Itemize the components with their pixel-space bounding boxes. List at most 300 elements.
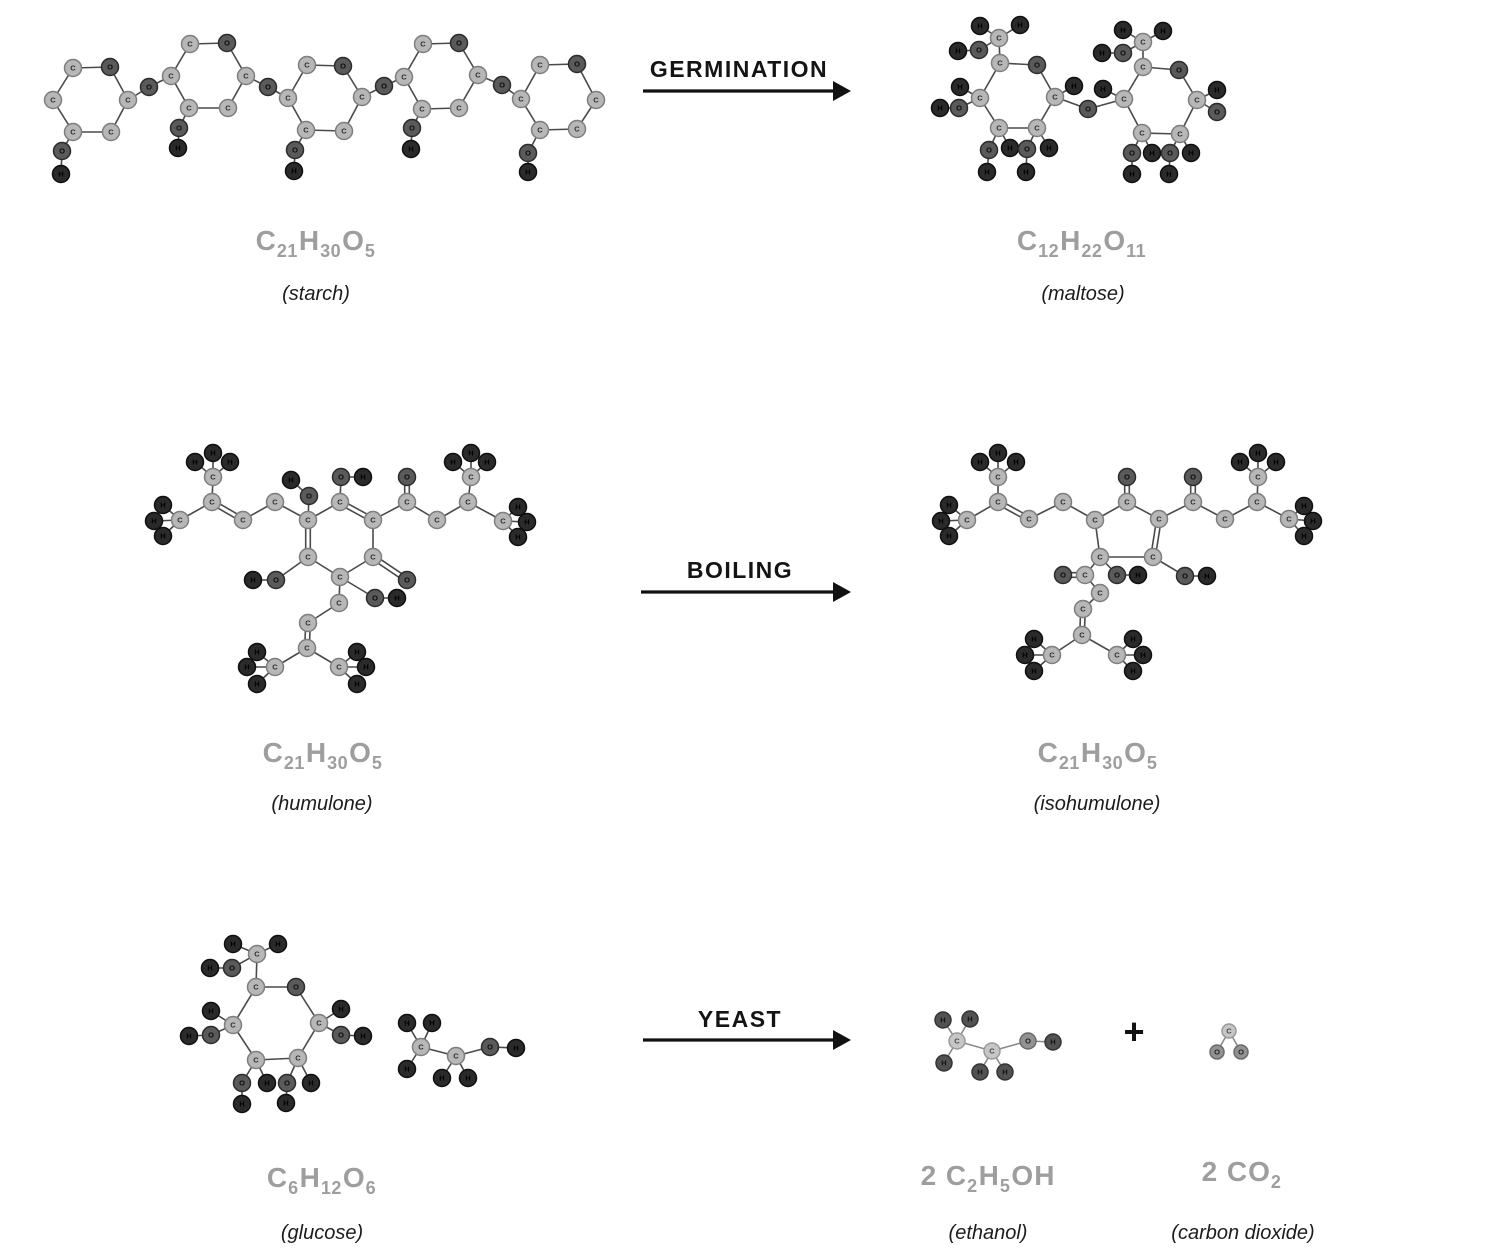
- atom-C: [1047, 89, 1064, 106]
- atom-H: [205, 445, 222, 462]
- atom-H: [399, 1061, 416, 1078]
- atom-C: [365, 512, 382, 529]
- atom-H: [1045, 1034, 1061, 1050]
- svg-text:O: O: [229, 963, 235, 973]
- svg-text:O: O: [1085, 104, 1091, 114]
- svg-text:H: H: [210, 448, 216, 458]
- svg-text:C: C: [125, 95, 131, 105]
- formula-symbol: O: [342, 1162, 366, 1193]
- atom-H: [245, 572, 262, 589]
- svg-text:H: H: [1301, 501, 1307, 511]
- atom-C: [1021, 511, 1038, 528]
- atom-C: [1217, 511, 1234, 528]
- atom-C: [414, 101, 431, 118]
- atom-O: [494, 77, 511, 94]
- atom-O: [288, 979, 305, 996]
- atom-H: [1094, 45, 1111, 62]
- svg-text:H: H: [515, 502, 521, 512]
- atom-C: [990, 469, 1007, 486]
- name-carbon-dioxide: (carbon dioxide): [1171, 1222, 1315, 1244]
- atom-O: [1029, 57, 1046, 74]
- atom-H: [203, 1003, 220, 1020]
- svg-text:H: H: [250, 575, 256, 585]
- svg-text:H: H: [192, 457, 198, 467]
- atom-H: [249, 676, 266, 693]
- svg-text:C: C: [418, 1042, 424, 1052]
- atom-H: [1130, 567, 1147, 584]
- atom-H: [270, 936, 287, 953]
- formula-subscript: 5: [999, 1176, 1011, 1196]
- atom-O: [333, 469, 350, 486]
- atom-H: [932, 100, 949, 117]
- atom-H: [1066, 78, 1083, 95]
- atom-H: [519, 514, 536, 531]
- formula-symbol: H: [299, 1162, 321, 1193]
- atom-H: [979, 164, 996, 181]
- svg-text:C: C: [995, 472, 1001, 482]
- svg-text:H: H: [941, 1058, 947, 1068]
- atom-O: [54, 143, 71, 160]
- svg-text:H: H: [275, 939, 281, 949]
- atom-O: [1234, 1045, 1248, 1059]
- atom-H: [990, 445, 1007, 462]
- svg-text:H: H: [977, 1067, 983, 1077]
- formula-symbol: O: [342, 225, 365, 256]
- formula-maltose: [1017, 225, 1147, 262]
- svg-text:H: H: [938, 516, 944, 526]
- svg-text:C: C: [574, 124, 580, 134]
- atom-H: [349, 676, 366, 693]
- atom-H: [424, 1015, 441, 1032]
- atom-C: [1135, 34, 1152, 51]
- atom-C: [470, 67, 487, 84]
- atom-C: [331, 659, 348, 676]
- atom-O: [219, 35, 236, 52]
- svg-text:C: C: [316, 1018, 322, 1028]
- svg-text:C: C: [1114, 650, 1120, 660]
- svg-text:C: C: [1140, 62, 1146, 72]
- reaction-arrow-boiling: [641, 582, 851, 602]
- name-isohumulone: (isohumulone): [1033, 793, 1161, 815]
- atom-O: [399, 572, 416, 589]
- atom-H: [972, 454, 989, 471]
- atom-O: [171, 120, 188, 137]
- svg-text:H: H: [1140, 650, 1146, 660]
- formula-symbol: O: [1103, 225, 1127, 256]
- svg-text:C: C: [336, 598, 342, 608]
- atom-H: [53, 166, 70, 183]
- svg-text:C: C: [1226, 1026, 1232, 1036]
- atom-C: [396, 69, 413, 86]
- svg-text:H: H: [254, 647, 260, 657]
- molecule-humulone: [146, 445, 536, 693]
- atom-H: [249, 644, 266, 661]
- atom-C: [311, 1015, 328, 1032]
- atom-O: [399, 469, 416, 486]
- formula-subscript: 21: [283, 753, 305, 773]
- atom-C: [399, 494, 416, 511]
- formula-symbol: C: [1037, 737, 1059, 768]
- atom-C: [588, 92, 605, 109]
- svg-text:H: H: [283, 1098, 289, 1108]
- atom-H: [935, 1012, 951, 1028]
- atom-C: [984, 1043, 1000, 1059]
- atom-C: [513, 91, 530, 108]
- atom-H: [349, 644, 366, 661]
- formula-symbol: C: [262, 737, 284, 768]
- molecule-isohumulone: [933, 445, 1322, 680]
- atom-H: [1026, 631, 1043, 648]
- svg-text:C: C: [225, 103, 231, 113]
- svg-text:O: O: [525, 148, 531, 158]
- svg-text:H: H: [264, 1078, 270, 1088]
- svg-text:H: H: [984, 167, 990, 177]
- atom-H: [1161, 166, 1178, 183]
- svg-text:C: C: [253, 1055, 259, 1065]
- svg-text:C: C: [1097, 552, 1103, 562]
- atom-C: [45, 92, 62, 109]
- svg-text:H: H: [946, 500, 952, 510]
- molecule-starch: [45, 35, 605, 183]
- atom-C: [569, 121, 586, 138]
- svg-text:H: H: [291, 166, 297, 176]
- svg-text:H: H: [207, 963, 213, 973]
- svg-text:O: O: [208, 1030, 214, 1040]
- svg-text:O: O: [1238, 1047, 1244, 1057]
- svg-text:C: C: [305, 618, 311, 628]
- svg-text:H: H: [955, 46, 961, 56]
- formula-subscript: 5: [1146, 753, 1158, 773]
- svg-text:C: C: [453, 1051, 459, 1061]
- svg-text:C: C: [500, 516, 506, 526]
- atom-C: [299, 57, 316, 74]
- svg-text:C: C: [1082, 570, 1088, 580]
- svg-text:C: C: [1156, 514, 1162, 524]
- svg-text:H: H: [227, 457, 233, 467]
- svg-text:C: C: [341, 126, 347, 136]
- atom-C: [1134, 125, 1151, 142]
- atom-C: [1145, 549, 1162, 566]
- atom-C: [220, 100, 237, 117]
- svg-text:H: H: [1301, 531, 1307, 541]
- svg-text:H: H: [1237, 457, 1243, 467]
- atom-O: [1162, 145, 1179, 162]
- svg-text:C: C: [108, 127, 114, 137]
- atom-C: [1075, 601, 1092, 618]
- atom-H: [1002, 140, 1019, 157]
- atom-H: [463, 445, 480, 462]
- svg-text:H: H: [1022, 650, 1028, 660]
- svg-text:O: O: [381, 81, 387, 91]
- atom-C: [172, 512, 189, 529]
- molecule-ethanol-left: [399, 1015, 525, 1087]
- atom-C: [1092, 549, 1109, 566]
- svg-text:H: H: [1007, 143, 1013, 153]
- atom-H: [181, 1028, 198, 1045]
- atom-C: [204, 494, 221, 511]
- svg-text:H: H: [1023, 167, 1029, 177]
- svg-text:C: C: [593, 95, 599, 105]
- atom-H: [1124, 166, 1141, 183]
- atom-H: [941, 528, 958, 545]
- process-label-yeast: YEAST: [697, 1006, 783, 1032]
- formula-subscript: 6: [288, 1178, 299, 1198]
- svg-text:O: O: [1214, 107, 1220, 117]
- svg-text:C: C: [419, 104, 425, 114]
- svg-text:C: C: [240, 515, 246, 525]
- svg-text:H: H: [484, 457, 490, 467]
- svg-text:C: C: [997, 58, 1003, 68]
- svg-text:C: C: [1286, 514, 1292, 524]
- svg-text:C: C: [468, 472, 474, 482]
- atom-C: [1116, 91, 1133, 108]
- atom-C: [300, 512, 317, 529]
- atom-H: [355, 469, 372, 486]
- atom-H: [222, 454, 239, 471]
- svg-text:O: O: [338, 1030, 344, 1040]
- svg-text:O: O: [224, 38, 230, 48]
- svg-text:H: H: [151, 516, 157, 526]
- formula-symbol: CO: [1226, 1156, 1271, 1187]
- formula-symbol: C: [1016, 225, 1039, 256]
- atom-H: [1026, 663, 1043, 680]
- atom-H: [1232, 454, 1249, 471]
- atom-C: [331, 595, 348, 612]
- formula-subscript: 5: [364, 241, 376, 261]
- atom-C: [248, 1052, 265, 1069]
- svg-text:H: H: [524, 517, 530, 527]
- atom-H: [952, 79, 969, 96]
- svg-text:C: C: [305, 552, 311, 562]
- atom-O: [224, 960, 241, 977]
- svg-text:C: C: [465, 497, 471, 507]
- atom-H: [520, 164, 537, 181]
- atom-C: [1109, 647, 1126, 664]
- svg-text:H: H: [465, 1073, 471, 1083]
- atom-H: [1199, 568, 1216, 585]
- svg-text:H: H: [439, 1073, 445, 1083]
- svg-text:C: C: [230, 1020, 236, 1030]
- atom-C: [1135, 59, 1152, 76]
- svg-text:H: H: [450, 457, 456, 467]
- svg-text:C: C: [537, 125, 543, 135]
- svg-text:C: C: [1222, 514, 1228, 524]
- atom-C: [429, 512, 446, 529]
- atom-C: [332, 569, 349, 586]
- svg-text:H: H: [1031, 634, 1037, 644]
- svg-text:H: H: [360, 472, 366, 482]
- atom-C: [463, 469, 480, 486]
- svg-text:H: H: [429, 1018, 435, 1028]
- atom-O: [102, 59, 119, 76]
- atom-C: [1029, 120, 1046, 137]
- svg-text:C: C: [304, 643, 310, 653]
- atom-O: [335, 58, 352, 75]
- atom-C: [205, 469, 222, 486]
- svg-text:H: H: [1160, 26, 1166, 36]
- svg-text:C: C: [177, 515, 183, 525]
- reaction-arrow-yeast: [643, 1030, 851, 1050]
- atom-C: [448, 1048, 465, 1065]
- atom-C: [1249, 494, 1266, 511]
- reaction-arrow-germination: [643, 81, 851, 101]
- svg-text:O: O: [1129, 148, 1135, 158]
- svg-text:C: C: [1034, 123, 1040, 133]
- svg-text:H: H: [995, 448, 1001, 458]
- svg-text:C: C: [1060, 497, 1066, 507]
- svg-text:C: C: [537, 60, 543, 70]
- atom-C: [1281, 511, 1298, 528]
- formula-symbol: O: [1124, 737, 1147, 768]
- formula-symbol: H: [305, 737, 328, 768]
- formula-symbol: H: [298, 225, 321, 256]
- svg-text:C: C: [70, 127, 76, 137]
- atom-C: [1087, 512, 1104, 529]
- svg-text:H: H: [1130, 634, 1136, 644]
- atom-C: [532, 57, 549, 74]
- atom-H: [355, 1028, 372, 1045]
- svg-text:C: C: [404, 497, 410, 507]
- svg-text:H: H: [354, 647, 360, 657]
- svg-text:O: O: [976, 45, 982, 55]
- svg-text:O: O: [59, 146, 65, 156]
- atom-H: [1125, 631, 1142, 648]
- svg-text:O: O: [1214, 1047, 1220, 1057]
- atom-H: [508, 1040, 525, 1057]
- svg-text:C: C: [254, 949, 260, 959]
- atom-O: [333, 1027, 350, 1044]
- atom-O: [279, 1075, 296, 1092]
- svg-text:H: H: [1129, 169, 1135, 179]
- atom-C: [532, 122, 549, 139]
- atom-H: [1017, 647, 1034, 664]
- atom-H: [962, 1011, 978, 1027]
- svg-text:O: O: [1190, 472, 1196, 482]
- molecule-glucose: [181, 936, 372, 1113]
- atom-C: [991, 120, 1008, 137]
- atom-H: [187, 454, 204, 471]
- atom-H: [333, 1001, 350, 1018]
- svg-text:C: C: [187, 39, 193, 49]
- svg-text:H: H: [1135, 570, 1141, 580]
- svg-text:C: C: [295, 1053, 301, 1063]
- svg-text:H: H: [1002, 1067, 1008, 1077]
- formula-subscript: 6: [365, 1178, 377, 1198]
- svg-text:H: H: [186, 1031, 192, 1041]
- atom-H: [1012, 17, 1029, 34]
- svg-text:C: C: [964, 515, 970, 525]
- atom-C: [1077, 567, 1094, 584]
- atom-C: [248, 979, 265, 996]
- svg-text:C: C: [305, 515, 311, 525]
- atom-C: [949, 1033, 965, 1049]
- atom-O: [1119, 469, 1136, 486]
- svg-text:H: H: [1071, 81, 1077, 91]
- atom-H: [460, 1070, 477, 1087]
- name-humulone: (humulone): [271, 793, 373, 815]
- svg-text:C: C: [272, 497, 278, 507]
- atom-H: [303, 1075, 320, 1092]
- svg-text:H: H: [1100, 84, 1106, 94]
- svg-text:H: H: [1166, 169, 1172, 179]
- svg-text:C: C: [70, 63, 76, 73]
- formula-subscript: 2: [967, 1176, 978, 1196]
- atom-O: [569, 56, 586, 73]
- atom-C: [267, 659, 284, 676]
- svg-text:H: H: [308, 1078, 314, 1088]
- atom-O: [1185, 469, 1202, 486]
- svg-text:H: H: [525, 167, 531, 177]
- svg-text:C: C: [996, 123, 1002, 133]
- svg-text:O: O: [306, 491, 312, 501]
- svg-text:C: C: [1097, 588, 1103, 598]
- atom-C: [354, 89, 371, 106]
- atom-H: [278, 1095, 295, 1112]
- atom-C: [181, 100, 198, 117]
- atom-C: [300, 615, 317, 632]
- atom-C: [298, 122, 315, 139]
- atom-O: [268, 572, 285, 589]
- atom-O: [287, 142, 304, 159]
- atom-C: [990, 494, 1007, 511]
- svg-text:C: C: [370, 515, 376, 525]
- svg-text:H: H: [1120, 25, 1126, 35]
- svg-text:O: O: [986, 145, 992, 155]
- atom-O: [141, 79, 158, 96]
- atom-H: [239, 659, 256, 676]
- svg-text:H: H: [937, 103, 943, 113]
- molecule-carbon-dioxide: [1210, 1024, 1248, 1059]
- formula-subscript: 11: [1126, 241, 1147, 261]
- svg-text:H: H: [230, 939, 236, 949]
- svg-text:C: C: [401, 72, 407, 82]
- atom-O: [1210, 1045, 1224, 1059]
- atom-O: [301, 488, 318, 505]
- svg-text:H: H: [175, 143, 181, 153]
- atom-C: [1172, 126, 1189, 143]
- atom-H: [403, 141, 420, 158]
- formula-ethanol: 2 $C_2H_5OH$: [920, 1160, 1056, 1196]
- atom-H: [972, 18, 989, 35]
- svg-text:H: H: [288, 475, 294, 485]
- svg-text:H: H: [1310, 516, 1316, 526]
- svg-text:H: H: [1214, 85, 1220, 95]
- svg-text:O: O: [1024, 144, 1030, 154]
- atom-H: [1018, 164, 1035, 181]
- atom-C: [299, 640, 316, 657]
- svg-text:H: H: [967, 1014, 973, 1024]
- svg-text:H: H: [1046, 143, 1052, 153]
- svg-text:O: O: [107, 62, 113, 72]
- formula-isohumulone: [1038, 737, 1159, 774]
- atom-C: [238, 68, 255, 85]
- formula-subscript: 21: [1058, 753, 1080, 773]
- svg-text:C: C: [1255, 472, 1261, 482]
- atom-H: [1144, 145, 1161, 162]
- svg-text:C: C: [1140, 37, 1146, 47]
- atom-H: [155, 497, 172, 514]
- svg-text:C: C: [1052, 92, 1058, 102]
- atom-C: [290, 1050, 307, 1067]
- atom-H: [936, 1055, 952, 1071]
- atom-O: [482, 1039, 499, 1056]
- process-label-boiling: BOILING: [686, 557, 794, 583]
- atom-O: [520, 145, 537, 162]
- svg-text:H: H: [977, 457, 983, 467]
- svg-text:H: H: [1017, 20, 1023, 30]
- svg-text:O: O: [1124, 472, 1130, 482]
- svg-text:C: C: [995, 497, 1001, 507]
